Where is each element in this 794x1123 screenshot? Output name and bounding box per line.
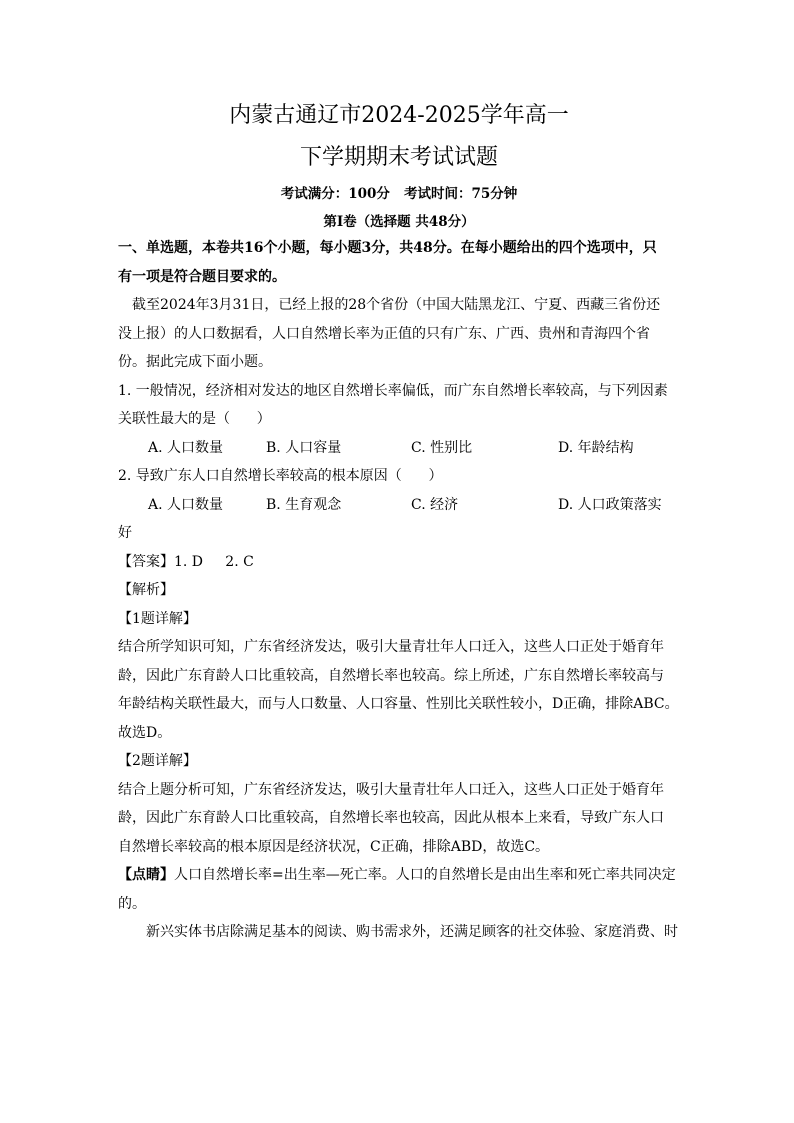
passage1-line1: 截至2024年3月31日，已经上报的28个省份（中国大陆黑龙江、宁夏、西藏三省份还 <box>132 297 661 313</box>
option-c: C. 经济 <box>411 496 459 513</box>
tip-line1 <box>118 861 680 890</box>
instructions-line1: 一、单选题，本卷共16个小题，每小题3分，共48分。在每小题给出的四个选项中，只 <box>118 240 657 256</box>
exam-title-line2: 下学期期末考试试题 <box>299 145 498 170</box>
option-c: C. 性别比 <box>411 439 473 456</box>
answer-label: 【答案】1. D 2. C <box>118 553 254 570</box>
tip-line2: 的。 <box>118 895 146 912</box>
detail1-label: 【1题详解】 <box>118 610 197 627</box>
option-a: A. 人口数量 <box>148 439 224 456</box>
passage1-line3: 份。据此完成下面小题。 <box>118 354 272 370</box>
question2-option-overflow: 好 <box>118 525 132 541</box>
question2-options <box>118 491 680 520</box>
option-a: A. 人口数量 <box>148 496 224 513</box>
question1-stem-line2: 关联性最大的是（ ） <box>118 411 271 427</box>
detail2-label: 【2题详解】 <box>118 753 197 769</box>
passage1-line2: 没上报）的人口数据看，人口自然增长率为正值的只有广东、广西、贵州和青海四个省 <box>118 325 650 342</box>
question1-stem-line1: 1. 一般情况，经济相对发达的地区自然增长率偏低，而广东自然增长率较高，与下列因素 <box>118 382 668 399</box>
tip-label: 【点睛】 <box>118 867 174 883</box>
detail2-line3: 自然增长率较高的根本原因是经济状况，C正确，排除ABD，故选C。 <box>118 838 550 855</box>
option-b: B. 人口容量 <box>266 439 342 456</box>
option-d: D. 人口政策落实 <box>558 496 662 513</box>
detail2-line1: 结合上题分析可知，广东省经济发达，吸引大量青壮年人口迁入，这些人口正处于婚育年 <box>118 781 664 798</box>
detail1-line3: 年龄结构关联性最大，而与人口数量、人口容量、性别比关联性较小，D正确，排除ABC。 <box>118 696 679 712</box>
passage2-line1: 新兴实体书店除满足基本的阅读、购书需求外，还满足顾客的社交体验、家庭消费、时 <box>146 924 678 940</box>
tip-text: 人口自然增长率=出生率—死亡率。人口的自然增长是由出生率和死亡率共同决定 <box>174 867 676 883</box>
detail1-line1: 结合所学知识可知，广东省经济发达，吸引大量青壮年人口迁入，这些人口正处于婚育年 <box>118 639 664 655</box>
option-b: B. 生育观念 <box>266 496 342 513</box>
instructions-line2: 有一项是符合题目要求的。 <box>118 268 286 285</box>
exam-info: 考试满分：100分 考试时间：75分钟 <box>280 186 518 202</box>
option-d: D. 年龄结构 <box>558 439 634 456</box>
exam-page <box>118 96 680 947</box>
question2-stem-line1: 2. 导致广东人口自然增长率较高的根本原因（ ） <box>118 468 443 484</box>
detail1-line2: 龄，因此广东育龄人口比重较高，自然增长率也较高。综上所述，广东自然增长率较高与 <box>118 667 664 684</box>
exam-title-line1: 内蒙古通辽市2024-2025学年高一 <box>229 103 569 128</box>
detail2-line2: 龄，因此广东育龄人口比重较高，自然增长率也较高，因此从根本上来看，导致广东人口 <box>118 810 664 826</box>
analysis-label: 【解析】 <box>118 582 174 598</box>
question1-options <box>118 434 680 463</box>
detail1-line4: 故选D。 <box>118 724 172 741</box>
section1-title: 第Ⅰ卷（选择题 共48分） <box>323 214 475 230</box>
